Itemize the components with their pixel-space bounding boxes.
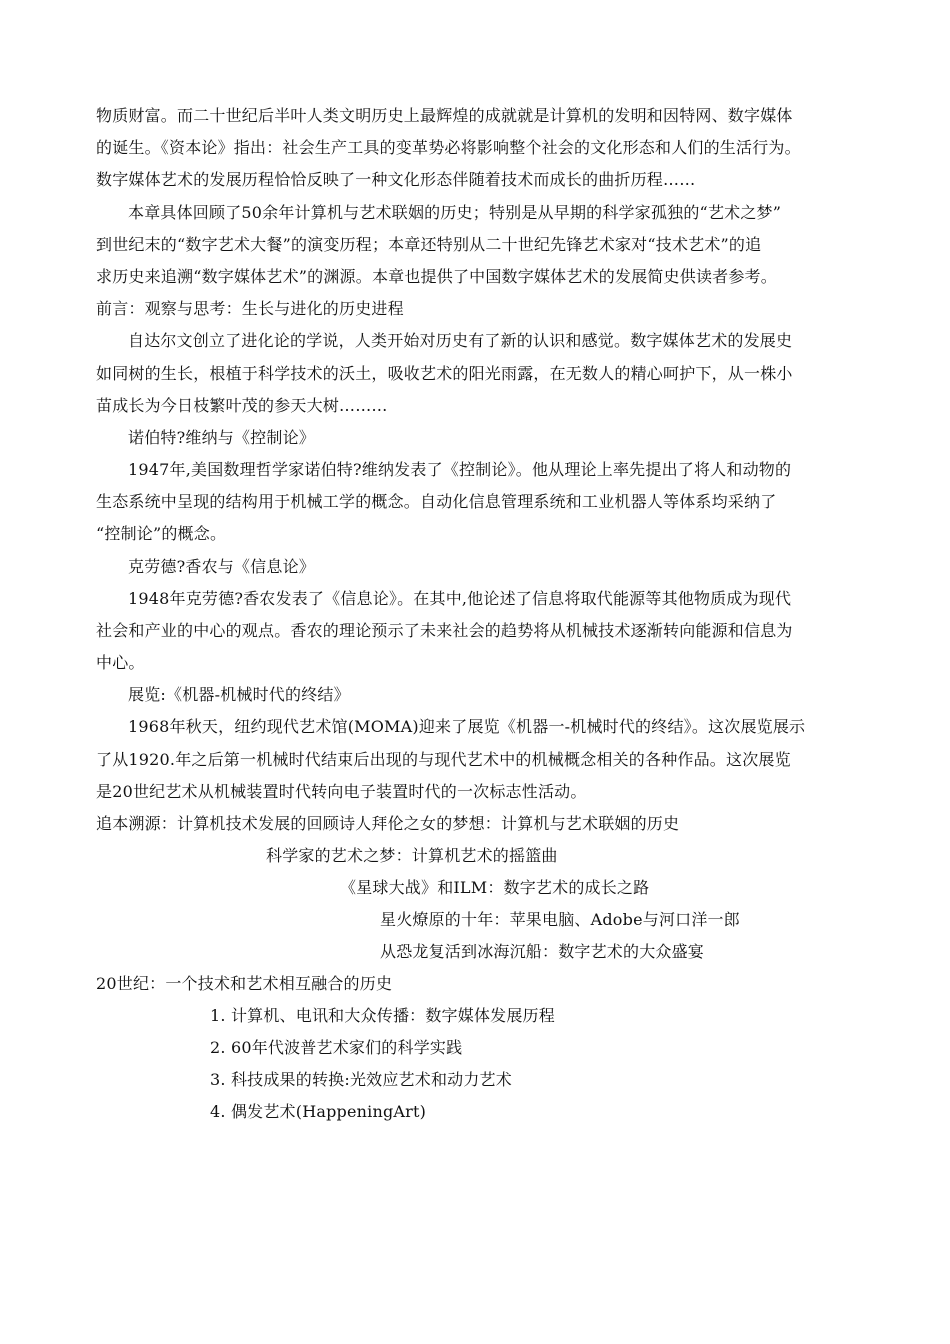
list-item-1: 1. 计算机、电讯和大众传播：数字媒体发展历程	[210, 1006, 555, 1025]
exhibition-line-2: 了从1920.年之后第一机械时代结束后出现的与现代艺术中的机械概念相关的各种作品。这次展览	[96, 750, 791, 769]
shannon-line-2: 社会和产业的中心的观点。香农的理论预示了未来社会的趋势将从机械技术逐渐转向能源和信息为	[96, 621, 793, 640]
exhibition-line-1: 1968年秋天，纽约现代艺术馆(MOMA)迎来了展览《机器一-机械时代的终结》。这次展览展示	[128, 717, 806, 736]
century-heading: 20世纪：一个技术和艺术相互融合的历史	[96, 974, 393, 993]
chapter-line-2: 到世纪末的“数字艺术大餐”的演变历程；本章还特别从二十世纪先锋艺术家对“技术艺术”的追	[96, 235, 762, 254]
darwin-line-3: 苗成长为今日枝繁叶茂的参天大树………	[96, 396, 388, 415]
preface-heading: 前言：观察与思考：生长与进化的历史进程	[96, 299, 404, 318]
toc-entry-4: 从恐龙复活到冰海沉船：数字艺术的大众盛宴	[380, 942, 705, 961]
wiener-line-3: “控制论”的概念。	[96, 524, 227, 543]
intro-line-2: 的诞生。《资本论》指出：社会生产工具的变革势必将影响整个社会的文化形态和人们的生活行为。	[96, 138, 801, 157]
origin-heading: 追本溯源：计算机技术发展的回顾诗人拜伦之女的梦想：计算机与艺术联姻的历史	[96, 814, 680, 833]
shannon-line-3: 中心。	[96, 653, 145, 672]
wiener-line-1: 1947年,美国数理哲学家诺伯特?维纳发表了《控制论》。他从理论上率先提出了将人和动物的	[128, 460, 792, 479]
darwin-line-2: 如同树的生长，根植于科学技术的沃土，吸收艺术的阳光雨露，在无数人的精心呵护下，从一株小	[96, 364, 793, 383]
shannon-line-1: 1948年克劳德?香农发表了《信息论》。在其中,他论述了信息将取代能源等其他物质成为现代	[128, 589, 792, 608]
wiener-line-2: 生态系统中呈现的结构用于机械工学的概念。自动化信息管理系统和工业机器人等体系均采纳了	[96, 492, 777, 511]
wiener-heading: 诺伯特?维纳与《控制论》	[128, 428, 315, 447]
list-item-3: 3. 科技成果的转换:光效应艺术和动力艺术	[210, 1070, 512, 1089]
darwin-line-1: 自达尔文创立了进化论的学说，人类开始对历史有了新的认识和感觉。数字媒体艺术的发展史	[128, 331, 793, 350]
exhibition-heading: 展览:《机器-机械时代的终结》	[128, 685, 350, 704]
list-item-4: 4. 偶发艺术(HappeningArt)	[210, 1102, 427, 1121]
intro-line-1: 物质财富。而二十世纪后半叶人类文明历史上最辉煌的成就就是计算机的发明和因特网、数字媒体	[96, 106, 793, 125]
chapter-line-1: 本章具体回顾了50余年计算机与艺术联姻的历史；特别是从早期的科学家孤独的“艺术之梦”	[128, 203, 782, 222]
chapter-line-3: 求历史来追溯“数字媒体艺术”的渊源。本章也提供了中国数字媒体艺术的发展简史供读者参考。	[96, 267, 777, 286]
list-item-2: 2. 60年代波普艺术家们的科学实践	[210, 1038, 463, 1057]
intro-line-3: 数字媒体艺术的发展历程恰恰反映了一种文化形态伴随着技术而成长的曲折历程……	[96, 170, 696, 189]
toc-entry-2: 《星球大战》和ILM：数字艺术的成长之路	[340, 878, 650, 897]
exhibition-line-3: 是20世纪艺术从机械装置时代转向电子装置时代的一次标志性活动。	[96, 782, 587, 801]
shannon-heading: 克劳德?香农与《信息论》	[128, 557, 315, 576]
toc-entry-1: 科学家的艺术之梦：计算机艺术的摇篮曲	[266, 846, 558, 865]
toc-entry-3: 星火燎原的十年：苹果电脑、Adobe与河口洋一郎	[380, 910, 740, 929]
